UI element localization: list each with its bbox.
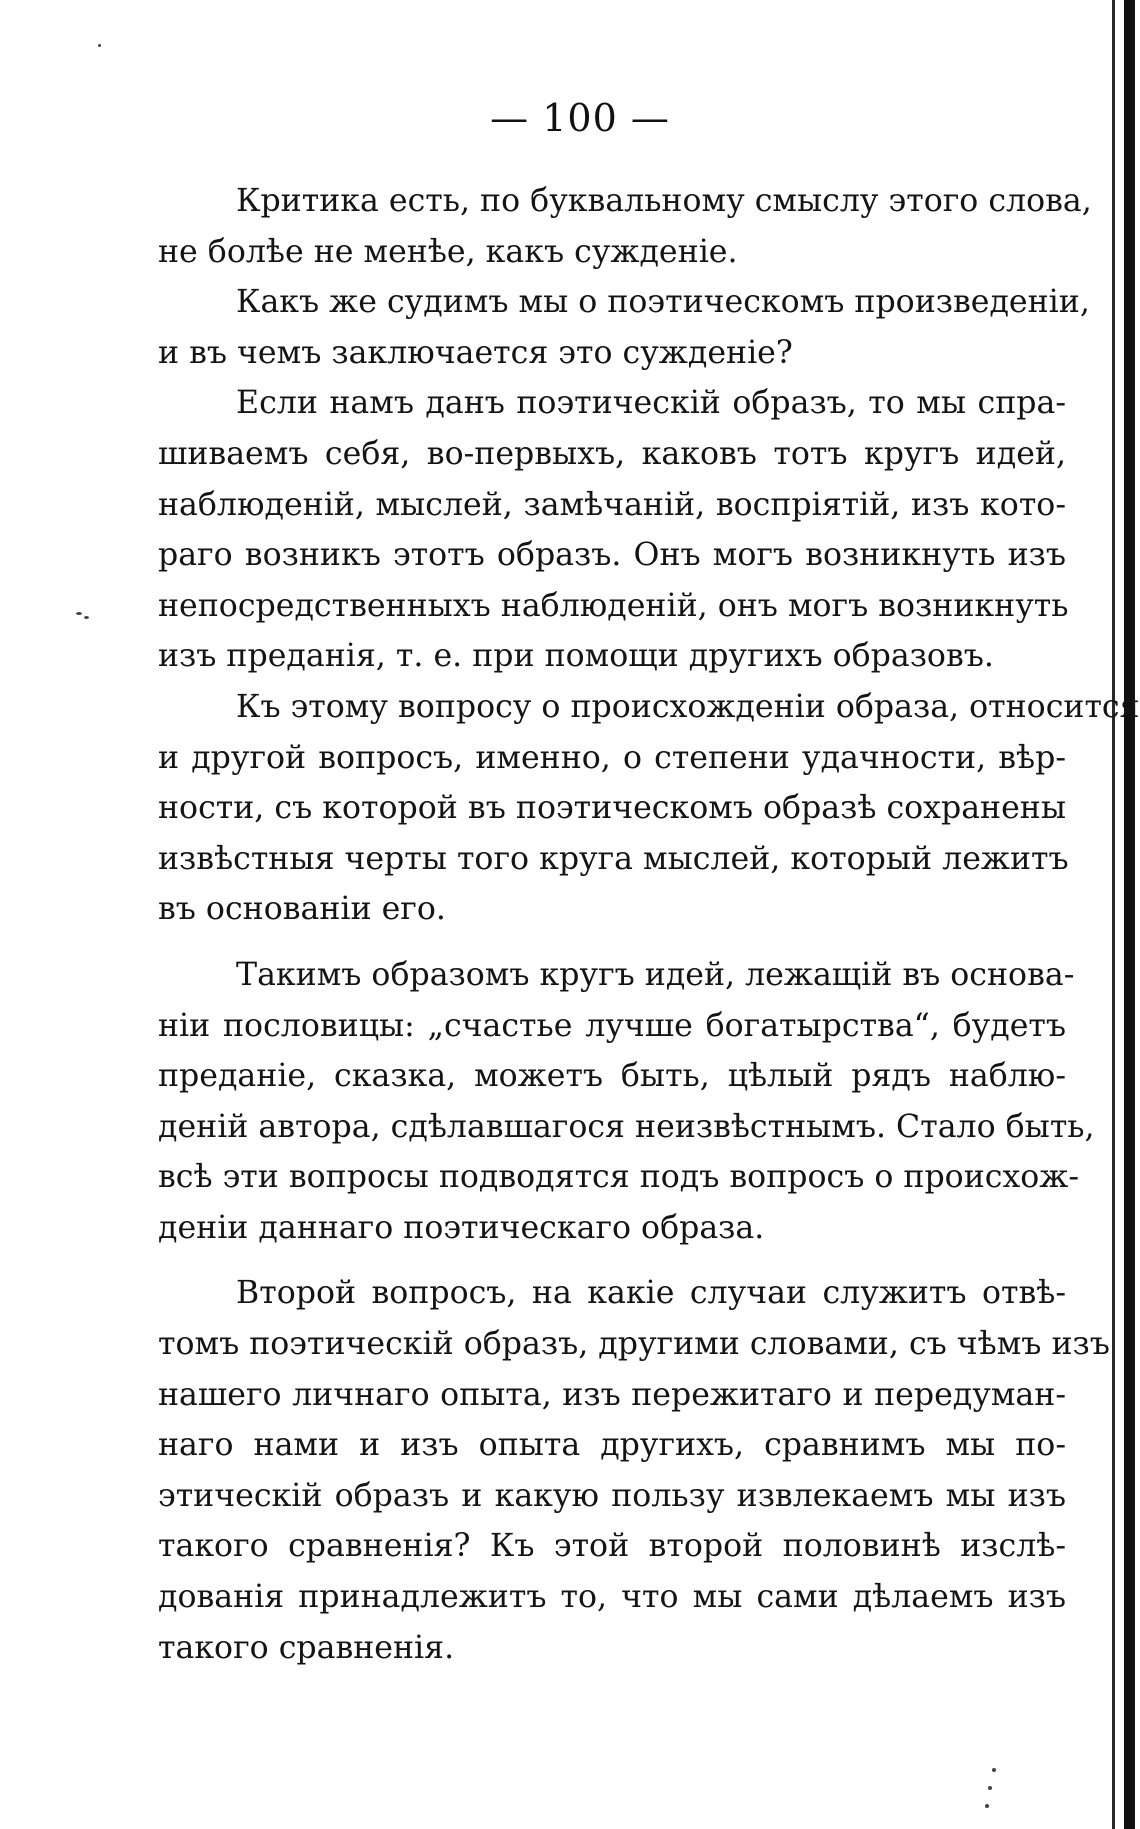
text-line: Къ этому вопросу о происхожденіи образа, относится: [236, 688, 1140, 725]
text-line: такого сравненія.: [158, 1629, 455, 1666]
text-line: Второй вопросъ, на какіе случаи служитъ отвѣ-: [236, 1275, 1066, 1312]
text-line: не болѣе не менѣе, какъ сужденіе.: [158, 233, 738, 270]
text-line: деніи даннаго поэтическаго образа.: [158, 1209, 765, 1246]
text-line: преданіе, сказка, можетъ быть, цѣлый рядъ наблю-: [158, 1058, 1066, 1095]
paragraph: [158, 277, 1090, 378]
text-line: Какъ же судимъ мы о поэтическомъ произведеніи,: [236, 284, 1090, 321]
text-line: ности, съ которой въ поэтическомъ образѣ сохранены: [158, 790, 1066, 827]
text-line: наблюденій, мыслей, замѣчаній, воспріятій, изъ кото-: [158, 486, 1066, 523]
text-line: изъ преданія, т. е. при помощи другихъ образовъ.: [158, 638, 994, 675]
text-line: дованія принадлежитъ то, что мы сами дѣлаемъ изъ: [158, 1579, 1066, 1616]
text-line: такого сравненія? Къ этой второй половинѣ изслѣ-: [158, 1528, 1066, 1565]
paragraph: [158, 950, 1095, 1254]
text-line: нашего личнаго опыта, изъ пережитаго и передуман-: [158, 1376, 1066, 1413]
text-line: раго возникъ этотъ образъ. Онъ могъ возникнуть изъ: [158, 537, 1066, 574]
text-line: шиваемъ себя, во-первыхъ, каковъ тотъ кругъ идей,: [158, 435, 1066, 472]
text-line: въ основаніи его.: [158, 891, 446, 928]
text-line: этическій образъ и какую пользу извлекаемъ мы изъ: [158, 1477, 1066, 1514]
text-line: Если намъ данъ поэтическій образъ, то мы спра-: [236, 385, 1066, 422]
print-speck: [98, 44, 101, 47]
text-line: ніи пословицы: „счастье лучше богатырства“, будетъ: [158, 1007, 1066, 1044]
print-speck: [76, 612, 82, 615]
text-line: наго нами и изъ опыта другихъ, сравнимъ мы по-: [158, 1427, 1066, 1464]
text-line: и другой вопросъ, именно, о степени удачности, вѣр-: [158, 739, 1066, 776]
page-edge-shadow: [1112, 0, 1115, 1829]
text-line: Такимъ образомъ кругъ идей, лежащій въ основа-: [236, 956, 1075, 993]
print-speck: [985, 1804, 989, 1808]
paragraph: [158, 378, 1069, 682]
paragraph: [158, 1268, 1110, 1673]
text-line: непосредственныхъ наблюденій, онъ могъ возникнуть: [158, 587, 1069, 624]
print-speck: [992, 1768, 996, 1772]
text-line: Критика есть, по буквальному смыслу этого слова,: [236, 183, 1092, 219]
text-line: извѣстныя черты того круга мыслей, который лежитъ: [158, 840, 1069, 877]
paragraph: [158, 176, 1092, 277]
body-text: [158, 176, 1140, 1673]
paragraph: [158, 682, 1140, 935]
print-speck: [988, 1786, 992, 1790]
text-line: деній автора, сдѣлавшагося неизвѣстнымъ. Стало быть,: [158, 1108, 1095, 1145]
page-number: — 100 —: [490, 96, 670, 140]
print-speck: [84, 616, 89, 619]
text-line: томъ поэтическій образъ, другими словами, съ чѣмъ изъ: [158, 1326, 1110, 1363]
text-line: и въ чемъ заключается это сужденіе?: [158, 334, 793, 371]
page-edge-border: [1124, 0, 1135, 1829]
text-line: всѣ эти вопросы подводятся подъ вопросъ о происхож-: [158, 1159, 1080, 1196]
